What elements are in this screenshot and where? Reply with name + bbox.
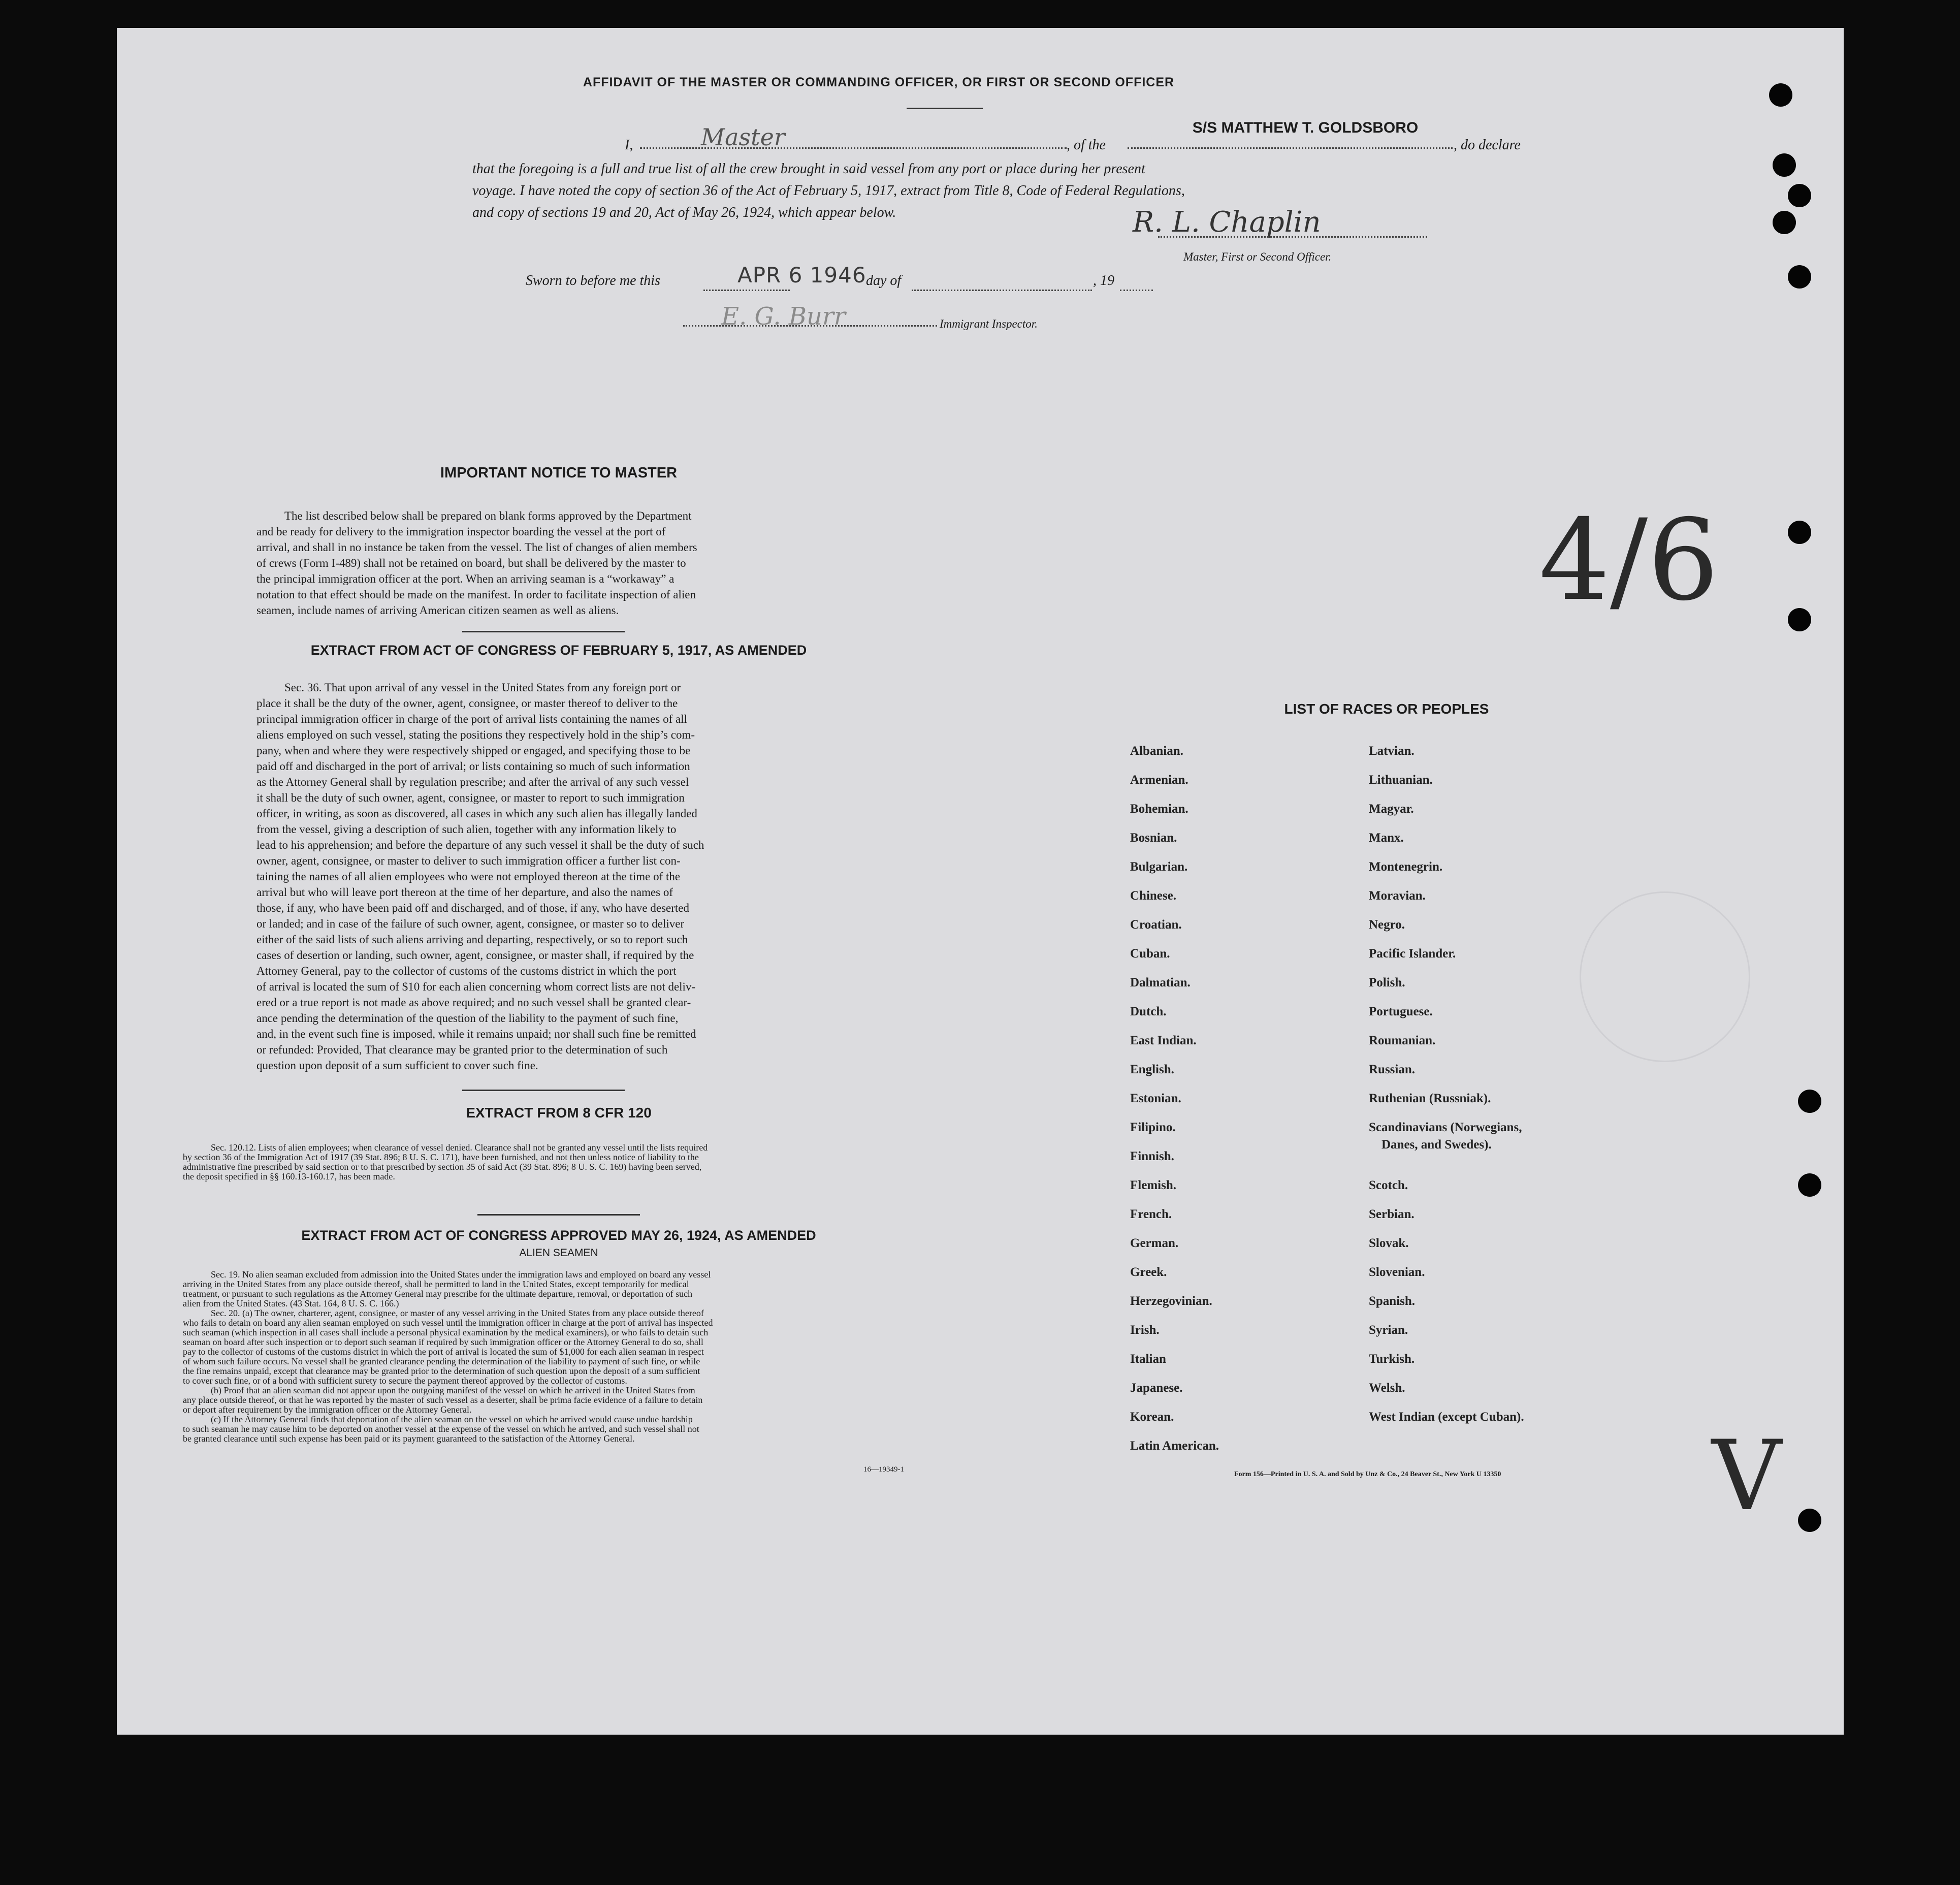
punch-hole bbox=[1769, 83, 1792, 107]
statement-line-3: and copy of sections 19 and 20, Act of May 26, 1924, which appear below. bbox=[472, 205, 896, 220]
cfr-text bbox=[183, 1143, 935, 1181]
of-the-label: , of the bbox=[1067, 137, 1106, 153]
race-left: Bosnian. bbox=[1130, 831, 1177, 845]
race-right: Syrian. bbox=[1369, 1323, 1408, 1337]
cfr-line: by section 36 of the Immigration Act of 1917 (39 Stat. 896; 8 U. S. C. 171), have been furnished, and not then unless notice of liability to the bbox=[183, 1152, 699, 1162]
act-1917-line: Attorney General, pay to the collector of customs of the customs district in which the port bbox=[256, 965, 677, 977]
race-left: English. bbox=[1130, 1063, 1174, 1076]
race-right: Slovenian. bbox=[1369, 1265, 1425, 1279]
race-left: Greek. bbox=[1130, 1265, 1167, 1279]
act-1924-line: of whom such failure occurs. No vessel shall be granted clearance pending the determination of the liability to payment of such fine, or while bbox=[183, 1356, 700, 1366]
act-1917-line: owner, agent, consignee, or master to deliver to such immigration officer a further list con- bbox=[256, 854, 681, 867]
act-1924-line: alien from the United States. (43 Stat. 164, 8 U. S. C. 166.) bbox=[183, 1298, 399, 1308]
title-divider bbox=[907, 108, 983, 109]
act-1917-line: arrival but who will leave port thereon at the time of her departure, and also the names of bbox=[256, 886, 673, 899]
act-1924-line: any place outside thereof, or that he was reported by the master of such vessel as a deserter, shall be prima facie evidence of a failure to detain bbox=[183, 1395, 703, 1405]
master-signature: R. L. Chaplin bbox=[1133, 206, 1321, 239]
form-number: 16—19349-1 bbox=[863, 1465, 904, 1474]
inspector-signature: E. G. Burr bbox=[721, 302, 846, 331]
sworn-date-line bbox=[703, 290, 790, 291]
punch-hole bbox=[1788, 184, 1811, 207]
act-1924-line: (b) Proof that an alien seaman did not appear upon the outgoing manifest of the vessel on which he arrived in the United States from bbox=[211, 1385, 695, 1395]
cfr-line: Sec. 120.12. Lists of alien employees; when clearance of vessel denied. Clearance shall not be granted any vessel until the lists required bbox=[211, 1142, 708, 1153]
sworn-label: Sworn to before me this bbox=[526, 273, 660, 289]
master-handwriting: Master bbox=[701, 123, 785, 151]
vessel-line bbox=[1128, 147, 1453, 149]
year-line bbox=[1120, 290, 1153, 291]
race-right: Moravian. bbox=[1369, 889, 1426, 903]
notice-line: and be ready for delivery to the immigration inspector boarding the vessel at the port of bbox=[256, 525, 666, 538]
signature-caption: Master, First or Second Officer. bbox=[1183, 250, 1332, 263]
punch-hole bbox=[1788, 608, 1811, 631]
printer-footer: Form 156—Printed in U. S. A. and Sold by Unz & Co., 24 Beaver St., New York U 13350 bbox=[1234, 1471, 1501, 1478]
punch-hole bbox=[1798, 1509, 1821, 1532]
race-left: Korean. bbox=[1130, 1410, 1174, 1424]
act-1924-line: be granted clearance until such expense has been paid or its payment guaranteed to the satisfaction of the Attorney General. bbox=[183, 1433, 635, 1444]
act-1917-line: those, if any, who have been paid off and discharged, and of those, if any, who have deserted bbox=[256, 902, 690, 914]
act-1917-line: as the Attorney General shall by regulation prescribe; and after the arrival of any such vessel bbox=[256, 776, 689, 788]
race-right: Welsh. bbox=[1369, 1381, 1405, 1395]
race-left: Dutch. bbox=[1130, 1005, 1167, 1018]
act-1924-line: Sec. 20. (a) The owner, charterer, agent, consignee, or master of any vessel arriving in the United States from any place outside thereof bbox=[211, 1308, 704, 1318]
notice-line: notation to that effect should be made on the manifest. In order to facilitate inspection of alien bbox=[256, 588, 696, 601]
race-right: Polish. bbox=[1369, 976, 1405, 989]
notice-line: of crews (Form I-489) shall not be retained on board, but shall be delivered by the master to bbox=[256, 557, 686, 569]
act-1924-text bbox=[183, 1270, 935, 1444]
act-1917-line: paid off and discharged in the port of arrival; or lists containing so much of such information bbox=[256, 760, 690, 773]
act-1917-line: or landed; and in case of the failure of such owner, agent, consignee, or master so to deliver bbox=[256, 917, 685, 930]
act-1917-line: or refunded: Provided, That clearance may be granted prior to the determination of such bbox=[256, 1043, 668, 1056]
race-right: Turkish. bbox=[1369, 1352, 1415, 1366]
race-right: Scotch. bbox=[1369, 1178, 1408, 1192]
act-1917-line: from the vessel, giving a description of such alien, together with any information likely to bbox=[256, 823, 677, 836]
race-left: Estonian. bbox=[1130, 1092, 1181, 1105]
act-1924-line: arriving in the United States from any place outside thereof, shall be permitted to land in the United States, except temporarily for medical bbox=[183, 1279, 689, 1289]
race-left: Albanian. bbox=[1130, 744, 1183, 758]
notice-title: IMPORTANT NOTICE TO MASTER bbox=[440, 465, 678, 481]
act-1917-line: ance pending the determination of the question of the liability to the payment of such fine, bbox=[256, 1012, 679, 1025]
year-prefix: , 19 bbox=[1093, 273, 1114, 289]
race-right: Roumanian. bbox=[1369, 1034, 1436, 1047]
act-1917-line: taining the names of all alien employees who were not employed thereon at the time of the bbox=[256, 870, 681, 883]
act-1917-line: officer, in writing, as soon as discovered, all cases in which any such alien has illegally landed bbox=[256, 807, 697, 820]
race-right: Manx. bbox=[1369, 831, 1404, 845]
race-right: Latvian. bbox=[1369, 744, 1415, 758]
affidavit-statement bbox=[472, 158, 1554, 223]
handwritten-check-mark: V bbox=[1712, 1420, 1782, 1532]
race-left: Finnish. bbox=[1130, 1149, 1174, 1163]
act-1924-line: to cover such fine, or of a bond with sufficient surety to secure the payment thereof approved by the collector of customs. bbox=[183, 1376, 627, 1386]
races-title: LIST OF RACES OR PEOPLES bbox=[1284, 701, 1489, 717]
race-left: Bulgarian. bbox=[1130, 860, 1188, 874]
act-1917-line: aliens employed on such vessel, stating the positions they respectively hold in the ship’s com- bbox=[256, 728, 695, 741]
statement-line-1: that the foregoing is a full and true list of all the crew brought in said vessel from any port or place during her present bbox=[472, 161, 1145, 177]
notice-line: seamen, include names of arriving American citizen seamen as well as aliens. bbox=[256, 604, 619, 617]
document-page bbox=[117, 28, 1844, 1735]
race-left: Flemish. bbox=[1130, 1178, 1176, 1192]
race-left: Bohemian. bbox=[1130, 802, 1188, 816]
race-right: Serbian. bbox=[1369, 1207, 1415, 1221]
act-1924-title: EXTRACT FROM ACT OF CONGRESS APPROVED MAY 26, 1924, AS AMENDED bbox=[301, 1228, 816, 1243]
race-left: French. bbox=[1130, 1207, 1172, 1221]
handwritten-page-mark: 4/6 bbox=[1539, 495, 1719, 625]
race-left: Latin American. bbox=[1130, 1439, 1219, 1453]
race-left: Italian bbox=[1130, 1352, 1166, 1366]
act-1917-line: cases of desertion or landing, such owner, agent, consignee, or master shall, if required by the bbox=[256, 949, 694, 962]
race-right: Spanish. bbox=[1369, 1294, 1416, 1308]
race-right: Portuguese. bbox=[1369, 1005, 1433, 1018]
notice-line: the principal immigration officer at the port. When an arriving seaman is a “workaway” a bbox=[256, 572, 674, 585]
affidavit-title: AFFIDAVIT OF THE MASTER OR COMMANDING OFFICER, OR FIRST OR SECOND OFFICER bbox=[583, 75, 1175, 89]
statement-line-2: voyage. I have noted the copy of section 36 of the Act of February 5, 1917, extract from Title 8, Code of Federal Regulations, bbox=[472, 183, 1185, 199]
act-1924-line: treatment, or pursuant to such regulations as the Attorney General may prescribe for the ultimate departure, removal, or deportation of such bbox=[183, 1289, 693, 1299]
race-right: Pacific Islander. bbox=[1369, 947, 1456, 961]
act-1917-line: it shall be the duty of such owner, agent, consignee, or master to report to such immigration bbox=[256, 791, 685, 804]
race-right: Ruthenian (Russniak). bbox=[1369, 1092, 1491, 1105]
act-1917-line: and, in the event such fine is imposed, while it remains unpaid; nor shall such fine be remitted bbox=[256, 1028, 696, 1040]
act-1924-line: such seaman (which inspection in all cases shall include a personal physical examination by the medical examiners), or who fails to detain such bbox=[183, 1327, 709, 1337]
act-1924-subtitle: ALIEN SEAMEN bbox=[519, 1247, 598, 1259]
vessel-name: S/S MATTHEW T. GOLDSBORO bbox=[1192, 119, 1419, 136]
day-of-label: day of bbox=[866, 273, 902, 289]
race-left: Croatian. bbox=[1130, 918, 1182, 932]
race-right: Slovak. bbox=[1369, 1236, 1409, 1250]
punch-hole bbox=[1788, 521, 1811, 544]
inspector-line bbox=[683, 325, 937, 327]
cfr-line: administrative fine prescribed by said section or to that prescribed by section 35 of said Act (39 Stat. 896; 8 U. S. C. 169) having been served, bbox=[183, 1162, 702, 1172]
race-left: Herzegovinian. bbox=[1130, 1294, 1212, 1308]
act-1917-line: pany, when and where they were respectively shipped or engaged, and specifying those to be bbox=[256, 744, 691, 757]
race-left: Chinese. bbox=[1130, 889, 1176, 903]
month-line bbox=[912, 290, 1092, 291]
act-1917-line: of arrival is located the sum of $10 for each alien concerning whom correct lists are not deliv- bbox=[256, 980, 696, 993]
act-1917-line: either of the said lists of such aliens arriving and departing, respectively, or so to report such bbox=[256, 933, 688, 946]
signature-line bbox=[1158, 236, 1427, 238]
act-1917-title: EXTRACT FROM ACT OF CONGRESS OF FEBRUARY 5, 1917, AS AMENDED bbox=[310, 643, 807, 658]
race-left: Cuban. bbox=[1130, 947, 1170, 961]
race-right: Negro. bbox=[1369, 918, 1405, 932]
date-stamp: APR 6 1946 bbox=[737, 263, 866, 287]
punch-hole bbox=[1788, 265, 1811, 289]
cfr-title: EXTRACT FROM 8 CFR 120 bbox=[466, 1105, 652, 1121]
act-1917-line: question upon deposit of a sum sufficient to cover such fine. bbox=[256, 1059, 538, 1072]
act-1924-line: (c) If the Attorney General finds that deportation of the alien seaman on the vessel on which he arrived would cause undue hardship bbox=[211, 1414, 693, 1424]
act-1917-line: lead to his apprehension; and before the departure of any such vessel it shall be the duty of such bbox=[256, 839, 704, 851]
race-left: Filipino. bbox=[1130, 1121, 1176, 1134]
notice-text bbox=[256, 508, 863, 618]
race-right: Lithuanian. bbox=[1369, 773, 1433, 787]
cfr-line: the deposit specified in §§ 160.13-160.17, has been made. bbox=[183, 1171, 395, 1181]
divider bbox=[462, 1090, 625, 1091]
faint-seal bbox=[1580, 891, 1750, 1062]
punch-hole bbox=[1773, 153, 1796, 177]
race-left: East Indian. bbox=[1130, 1034, 1197, 1047]
race-left: Dalmatian. bbox=[1130, 976, 1191, 989]
act-1924-line: to such seaman he may cause him to be deported on another vessel at the expense of the vessel on which he arrived, and such vessel shall not bbox=[183, 1424, 699, 1434]
race-right: Russian. bbox=[1369, 1063, 1416, 1076]
race-right: Scandinavians (Norwegians, bbox=[1369, 1121, 1522, 1134]
inspector-caption: Immigrant Inspector. bbox=[940, 317, 1038, 330]
declare-label: , do declare bbox=[1454, 137, 1521, 153]
act-1924-line: who fails to detain on board any alien seaman employed on such vessel until the immigration officer in charge at the port of arrival has inspected bbox=[183, 1318, 713, 1328]
act-1917-line: ered or a true report is not made as above required; and no such vessel shall be granted clear- bbox=[256, 996, 691, 1009]
act-1924-line: or deport after requirement by the immigration officer or the Attorney General. bbox=[183, 1404, 472, 1415]
race-right: Magyar. bbox=[1369, 802, 1414, 816]
race-left: Japanese. bbox=[1130, 1381, 1183, 1395]
divider bbox=[477, 1214, 640, 1216]
race-right: Danes, and Swedes). bbox=[1381, 1138, 1492, 1152]
race-right: Montenegrin. bbox=[1369, 860, 1443, 874]
punch-hole bbox=[1798, 1090, 1821, 1113]
act-1917-line: Sec. 36. That upon arrival of any vessel in the United States from any foreign port or bbox=[284, 681, 681, 694]
act-1924-line: seaman on board after such inspection or to deport such seaman if required by such immigration officer or the Attorney General to do so, shall bbox=[183, 1337, 703, 1347]
divider bbox=[462, 631, 625, 632]
act-1924-line: Sec. 19. No alien seaman excluded from admission into the United States under the immigration laws and employed on board any vessel bbox=[211, 1269, 711, 1280]
punch-hole bbox=[1798, 1173, 1821, 1197]
act-1924-line: the fine remains unpaid, except that clearance may be granted prior to the determination of such question upon the deposit of a sum sufficient bbox=[183, 1366, 700, 1376]
act-1924-line: pay to the collector of customs of the customs district in which the port of arrival is located the sum of $1,000 for each alien seaman in respect bbox=[183, 1347, 704, 1357]
race-right: West Indian (except Cuban). bbox=[1369, 1410, 1524, 1424]
race-left: German. bbox=[1130, 1236, 1179, 1250]
affidavit-i-label: I, bbox=[625, 137, 633, 153]
notice-line: arrival, and shall in no instance be taken from the vessel. The list of changes of alien members bbox=[256, 541, 697, 554]
act-1917-text bbox=[256, 680, 863, 1073]
race-left: Irish. bbox=[1130, 1323, 1160, 1337]
act-1917-line: place it shall be the duty of the owner, agent, consignee, or master thereof to deliver to the bbox=[256, 697, 678, 710]
notice-line: The list described below shall be prepared on blank forms approved by the Department bbox=[284, 509, 692, 522]
punch-hole bbox=[1773, 211, 1796, 234]
race-left: Armenian. bbox=[1130, 773, 1188, 787]
act-1917-line: principal immigration officer in charge of the port of arrival lists containing the names of all bbox=[256, 713, 687, 725]
